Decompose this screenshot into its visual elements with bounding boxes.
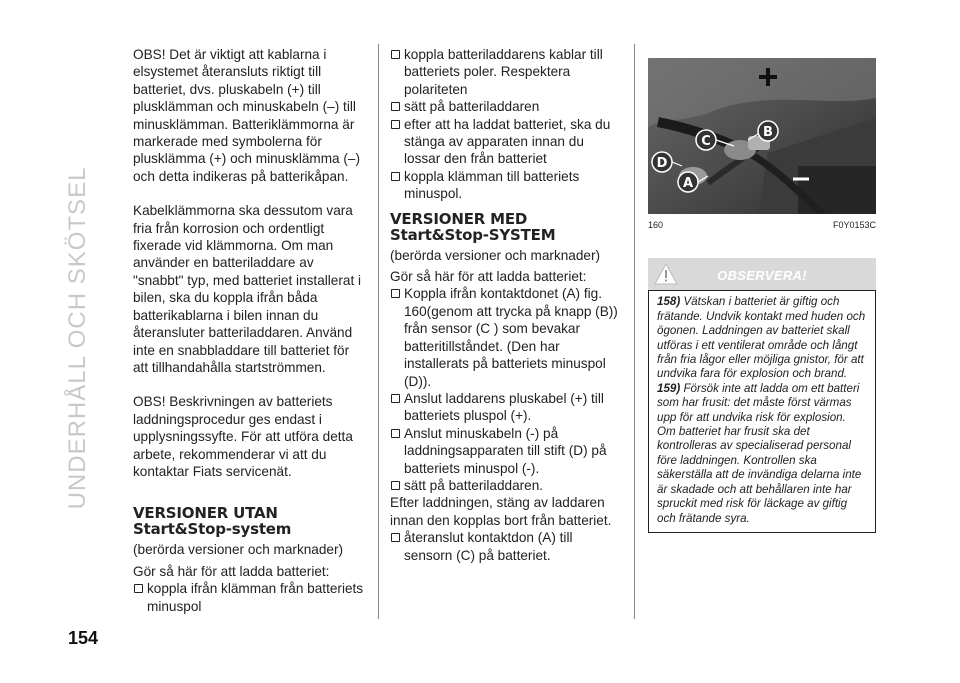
- figure-label-d: D: [656, 156, 668, 171]
- bullet-item: Anslut laddarens pluskabel (+) till batteriets pluspol (+).: [390, 390, 622, 425]
- note-number: 159): [657, 381, 681, 395]
- instruction: Gör så här för att ladda batteriet:: [390, 269, 587, 285]
- warning-header: [648, 258, 876, 290]
- section-heading: [133, 505, 365, 537]
- bullet-item: efter att ha laddat batteriet, ska du stänga av apparaten innan du lossar den från batteriet: [390, 116, 622, 168]
- figure-number: 160: [648, 220, 664, 230]
- bullet-item: sätt på batteriladdaren.: [390, 477, 622, 494]
- bullet-item: koppla klämman till batteriets minuspol.: [390, 168, 622, 203]
- bullet-item: sätt på batteriladdaren: [390, 98, 622, 115]
- subtitle: (berörda versioner och marknader): [390, 247, 601, 263]
- figure-label-b: B: [763, 125, 773, 140]
- side-title-text: UNDERHÅLL OCH SKÖTSEL: [64, 166, 91, 510]
- bullet-item: Anslut minuskabeln (-) på laddningsapparaten till stift (D) på batteriets minuspol (-).: [390, 425, 622, 477]
- column-1: [133, 46, 365, 615]
- heading-line: VERSIONER UTAN: [133, 504, 278, 523]
- bullet-item: koppla batteriladdarens kablar till batteriets poler. Respektera polariteten: [390, 46, 622, 98]
- warning-title: OBSERVERA!: [717, 268, 807, 284]
- bullet-item: återanslut kontaktdon (A) till sensorn (C) på batteriet.: [390, 529, 622, 564]
- note-text: Försök inte att ladda om ett batteri som har frusit: det måste först värmas upp för att undvika risk för explosion. Om batteriet har frusit ska det kontrolleras av specialiserad personal före laddningen. Kontrollen ska säkerställa att de invändiga delarna inte är skadade och att behållaren inte har spruckit med risk för läckage av giftig och frätande syra.: [657, 381, 862, 525]
- paragraph: Kabelklämmorna ska dessutom vara fria från korrosion och ordentligt fixerade vid klämmorna. Om man använder en batteriladdare av "snabbt" typ, med batteriet installerat i bilen, ska du koppla ifrån båda batterikablarna i bilen innan du återansluter batteriladdaren. Använd inte en snabbladdare till batteriet för att tillhandahålla startströmmen.: [133, 203, 362, 375]
- section-heading: [390, 211, 622, 243]
- warning-box: [648, 290, 876, 533]
- note-number: 158): [657, 295, 681, 309]
- subtitle: (berörda versioner och marknader): [133, 542, 344, 558]
- column-divider: [378, 44, 379, 619]
- bullet-item: koppla ifrån klämman från batteriets minuspol: [133, 580, 365, 615]
- instruction: Gör så här för att ladda batteriet:: [133, 563, 330, 579]
- figure-label-a: A: [682, 176, 694, 191]
- column-divider: [634, 44, 635, 619]
- page-number: 154: [68, 628, 99, 648]
- battery-figure: [648, 58, 876, 214]
- figure-caption: [648, 217, 876, 234]
- note-text: Vätskan i batteriet är giftig och frätande. Undvik kontakt med huden och ögonen. Laddningen av batteriet skall utföras i ett ventilerat område och långt från fria lågor eller möjliga gnistor, för att undvika fara för explosion och brand.: [657, 295, 866, 381]
- battery-illustration: [648, 58, 876, 214]
- paragraph: OBS! Beskrivningen av batteriets laddningsprocedur ges endast i upplysningssyfte. För att utföra detta arbete, rekommenderar vi att du kontaktar Fiats servicenät.: [133, 394, 353, 479]
- figure-code: F0Y0153C: [832, 220, 876, 230]
- warning-note: [657, 295, 867, 381]
- column-3: [648, 58, 876, 533]
- bullet-item: Koppla ifrån kontaktdonet (A) fig. 160(genom att trycka på knapp (B)) från sensor (C ) som bevakar batteritillståndet. (Den har installerats på batteriets minuspol (D)).: [390, 285, 622, 389]
- heading-line: Start&Stop-system: [133, 520, 292, 539]
- paragraph: OBS! Det är viktigt att kablarna i elsystemet återansluts riktigt till batteriet, dvs. pluskabeln (+) till plusklämman och minuskabeln (–) till minusklämman. Batteriklämmorna är markerade med symbolerna för plusklämma (+) och minusklämma (–) och detta indikeras på batterikåpan.: [133, 47, 360, 184]
- warning-note: [657, 382, 867, 526]
- figure-label-c: C: [701, 134, 711, 149]
- column-2: [390, 46, 622, 564]
- paragraph: Efter laddningen, stäng av laddaren innan den kopplas bort från batteriet.: [390, 495, 612, 528]
- heading-line: Start&Stop-SYSTEM: [390, 225, 556, 244]
- heading-line: VERSIONER MED: [390, 209, 528, 228]
